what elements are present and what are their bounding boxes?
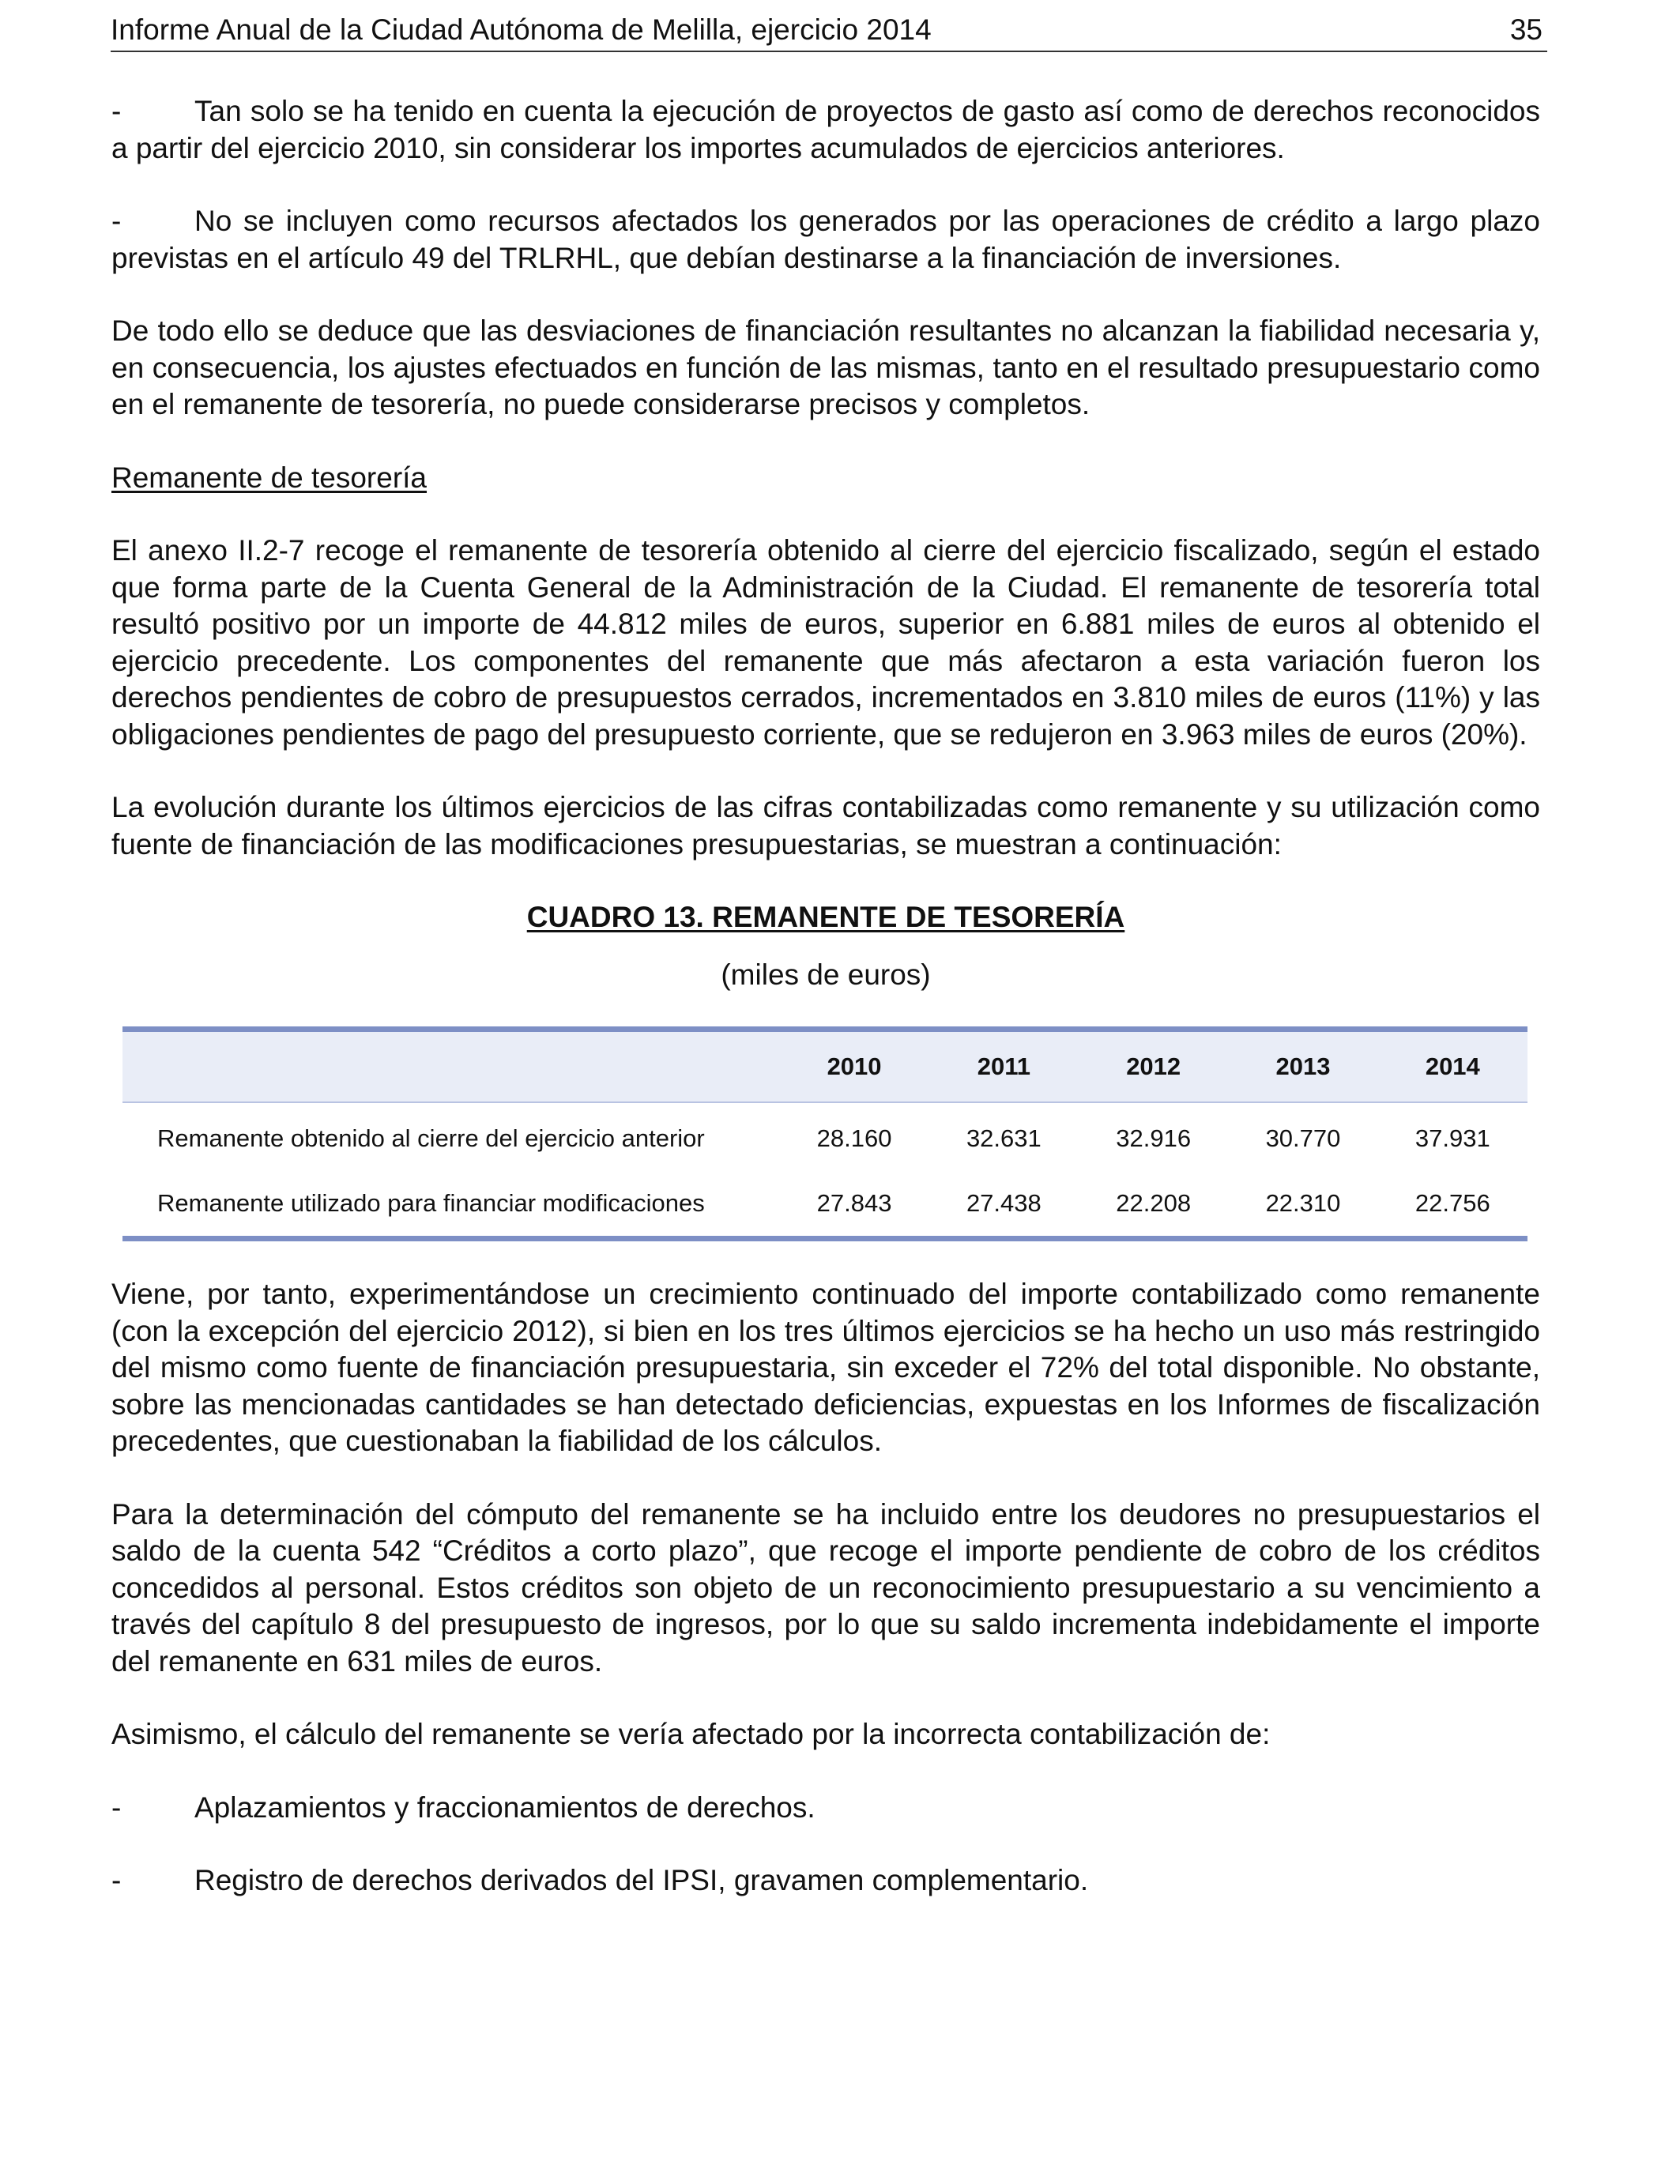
table-cell: 32.631 (966, 1124, 1042, 1152)
table-cell: 28.160 (816, 1124, 892, 1152)
header-title: Informe Anual de la Ciudad Autónoma de Melilla, ejercicio 2014 (111, 13, 932, 46)
table-container (122, 1026, 1527, 1241)
table-header-row (122, 1030, 1527, 1103)
dash-mark: - (111, 205, 122, 237)
list-item-text: No se incluyen como recursos afectados los generados por las operaciones de crédito a largo plazo previstas en el artículo 49 del TRLRHL, que debían destinarse a la financiación de inversiones. (111, 205, 1540, 274)
table-cell: 22.756 (1378, 1171, 1527, 1239)
paragraph: Para la determinación del cómputo del remanente se ha incluido entre los deudores no presupuestarios el saldo de la cuenta 542 “Créditos a corto plazo”, que recoge el importe pendiente de cobro de los créditos concedidos al personal. Estos créditos son objeto de un reconocimiento presupuestario a su vencimiento a través del capítulo 8 del presupuesto de ingresos, por lo que su saldo incrementa indebidamente el importe del remanente en 631 miles de euros. (111, 1497, 1540, 1678)
table-cell: 37.931 (1414, 1124, 1490, 1152)
table-cell: 30.770 (1265, 1124, 1341, 1152)
table-cell: 27.438 (929, 1171, 1079, 1239)
table-title (111, 899, 1540, 936)
page-number: 35 (1509, 13, 1543, 46)
list-item-text: Tan solo se ha tenido en cuenta la ejecución de proyectos de gasto así como de derechos reconocidos a partir del ejercicio 2010, sin considerar los importes acumulados de ejercicios anteriores. (111, 95, 1540, 164)
table-title-text: CUADRO 13. REMANENTE DE TESORERÍA (526, 901, 1125, 933)
remanente-table (122, 1026, 1527, 1241)
table-row (122, 1102, 1527, 1171)
table-row (122, 1171, 1527, 1239)
header-cell-year: 2013 (1228, 1030, 1377, 1103)
table-subtitle: (miles de euros) (721, 958, 931, 991)
list-item-dash (111, 1862, 1540, 1900)
paragraph: La evolución durante los últimos ejercicios de las cifras contabilizadas como remanente y su utilización como fuente de financiación de las modificaciones presupuestarias, se muestran a continuación: (111, 791, 1540, 860)
row-label: Remanente utilizado para financiar modificaciones (122, 1171, 779, 1239)
table-cell: 27.843 (779, 1171, 929, 1239)
list-item-text: Registro de derechos derivados del IPSI, gravamen complementario. (194, 1864, 1089, 1896)
document-body (111, 93, 1540, 1936)
list-item-dash (111, 1790, 1540, 1827)
paragraph: El anexo II.2-7 recoge el remanente de tesorería obtenido al cierre del ejercicio fiscalizado, según el estado que forma parte de la Cuenta General de la Administración de la Ciudad. El remanente de tesorería total resultó positivo por un importe de 44.812 miles de euros, superior en 6.881 miles de euros al obtenido el ejercicio precedente. Los componentes del remanente que más afectaron a esta variación fueron los derechos pendientes de cobro de presupuestos cerrados, incrementados en 3.810 miles de euros (11%) y las obligaciones pendientes de pago del presupuesto corriente, que se redujeron en 3.963 miles de euros (20%). (111, 534, 1540, 751)
dash-mark: - (111, 95, 122, 127)
dash-mark: - (111, 1864, 122, 1896)
paragraph: De todo ello se deduce que las desviaciones de financiación resultantes no alcanzan la fiabilidad necesaria y, en consecuencia, los ajustes efectuados en función de las mismas, tanto en el resultado presupuestario como en el remanente de tesorería, no puede considerarse precisos y completos. (111, 314, 1540, 420)
table-cell: 32.916 (1116, 1124, 1192, 1152)
row-label: Remanente obtenido al cierre del ejercicio anterior (157, 1124, 705, 1152)
list-item-text: Aplazamientos y fraccionamientos de derechos. (194, 1791, 816, 1824)
page-header (111, 11, 1547, 52)
header-cell-year: 2014 (1378, 1030, 1527, 1103)
list-item-dash (111, 203, 1540, 277)
table-cell: 22.310 (1228, 1171, 1377, 1239)
table-cell: 22.208 (1079, 1171, 1228, 1239)
list-item-dash (111, 93, 1540, 167)
dash-mark: - (111, 1791, 122, 1824)
paragraph: Viene, por tanto, experimentándose un crecimiento continuado del importe contabilizado como remanente (con la excepción del ejercicio 2012), si bien en los tres últimos ejercicios se ha hecho un uso más restringido del mismo como fuente de financiación presupuestaria, sin exceder el 72% del total disponible. No obstante, sobre las mencionadas cantidades se han detectado deficiencias, expuestas en los Informes de fiscalización precedentes, que cuestionaban la fiabilidad de los cálculos. (111, 1278, 1540, 1457)
header-cell-empty (122, 1030, 779, 1103)
after-table-section (111, 1276, 1540, 1900)
header-cell-year: 2012 (1079, 1030, 1228, 1103)
section-heading: Remanente de tesorería (111, 461, 428, 494)
header-cell-year: 2010 (779, 1030, 929, 1103)
header-cell-year: 2011 (929, 1030, 1079, 1103)
paragraph: Asimismo, el cálculo del remanente se vería afectado por la incorrecta contabilización de: (111, 1718, 1271, 1750)
